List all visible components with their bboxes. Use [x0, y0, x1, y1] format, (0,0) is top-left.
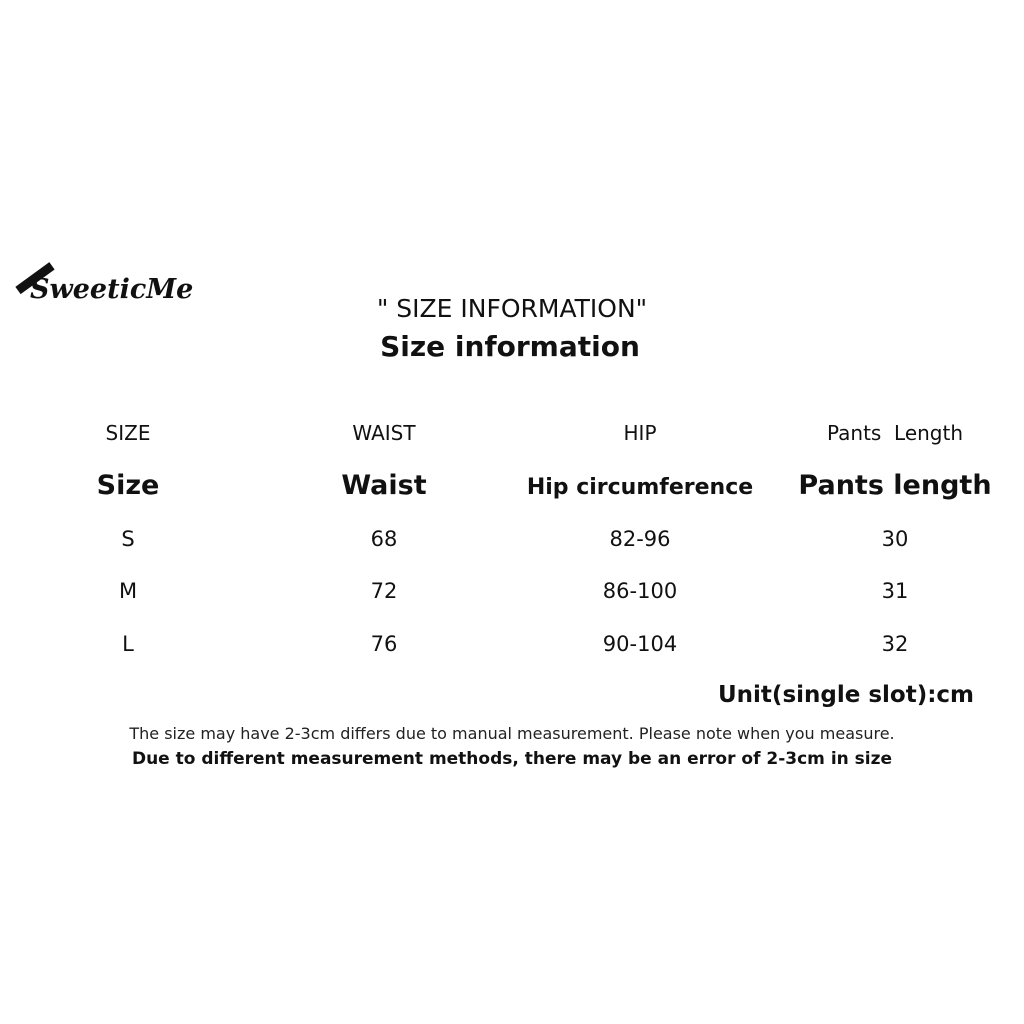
header-en-waist: WAIST	[352, 421, 416, 445]
cell-hip: 86-100	[602, 579, 678, 603]
cell-hip: 82-96	[609, 527, 671, 551]
header-en-hip: HIP	[623, 421, 657, 445]
header-pants-length: Pants length	[798, 470, 992, 501]
cell-pants-length: 31	[881, 579, 909, 603]
measurement-note-bold: Due to different measurement methods, there may be an error of 2-3cm in size	[131, 749, 893, 769]
cell-hip: 90-104	[602, 632, 678, 656]
cell-size: S	[121, 527, 135, 551]
header-waist: Waist	[341, 470, 427, 501]
title-english: " SIZE INFORMATION"	[376, 294, 648, 323]
cell-pants-length: 32	[881, 632, 909, 656]
cell-waist: 76	[370, 632, 398, 656]
header-en-pants-length: Pants Length	[826, 421, 964, 445]
logo-wordmark: SweeticMe	[30, 274, 194, 305]
title-main: Size information	[380, 330, 640, 363]
header-hip: Hip circumference	[526, 475, 754, 500]
header-en-size: SIZE	[105, 421, 151, 445]
header-size: Size	[96, 470, 160, 501]
cell-size: M	[118, 579, 138, 603]
cell-waist: 68	[370, 527, 398, 551]
measurement-note: The size may have 2-3cm differs due to manual measurement. Please note when you measure.	[129, 724, 895, 743]
cell-waist: 72	[370, 579, 398, 603]
cell-pants-length: 30	[881, 527, 909, 551]
cell-size: L	[122, 632, 134, 656]
unit-label: Unit(single slot):cm	[718, 682, 975, 708]
